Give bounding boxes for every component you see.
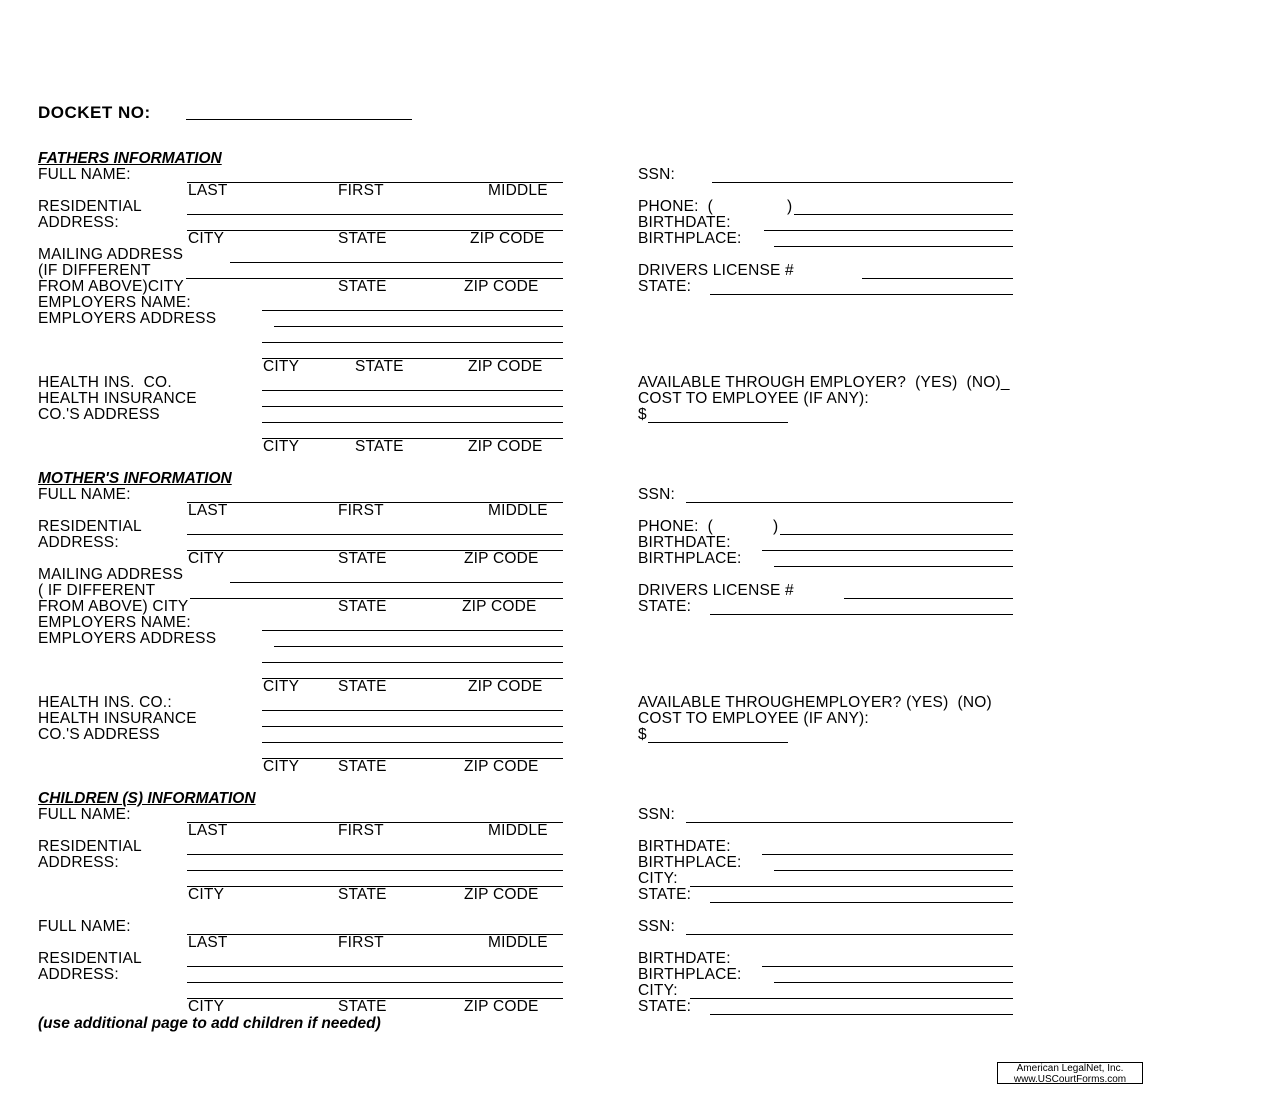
mother-employers-address-label: EMPLOYERS ADDRESS — [38, 630, 217, 647]
child2-birthplace-field[interactable] — [774, 982, 1013, 983]
father-ssn-field[interactable] — [712, 182, 1013, 183]
child1-address-field-1[interactable] — [187, 854, 563, 855]
mother-if-different-label: ( IF DIFFERENT — [38, 582, 156, 599]
mother-emp-state-label: STATE — [338, 678, 387, 695]
child2-address-field-2[interactable] — [187, 982, 563, 983]
mother-phone-field[interactable] — [780, 534, 1013, 535]
father-if-different-label: (IF DIFFERENT — [38, 262, 151, 279]
child2-address-label: ADDRESS: — [38, 966, 119, 983]
child1-city-field[interactable] — [690, 886, 1013, 887]
mother-employers-name-field[interactable] — [262, 630, 563, 631]
footer-line-1: American LegalNet, Inc. — [1016, 1063, 1124, 1074]
father-address-field-1[interactable] — [187, 214, 563, 215]
father-employers-name-field[interactable] — [262, 310, 563, 311]
child2-birthplace-label: BIRTHPLACE: — [638, 966, 742, 983]
father-city-label: CITY — [188, 230, 225, 247]
mother-employers-address-field-1[interactable] — [274, 646, 563, 647]
mother-birthdate-label: BIRTHDATE: — [638, 534, 731, 551]
mother-health-address-field-1[interactable] — [262, 726, 563, 727]
mother-last-label: LAST — [188, 502, 228, 519]
mother-ins-state-label: STATE — [338, 758, 387, 775]
child2-first-label: FIRST — [338, 934, 384, 951]
father-address-label: ADDRESS: — [38, 214, 119, 231]
father-phone-paren: ) — [787, 198, 793, 215]
father-birthplace-field[interactable] — [774, 246, 1013, 247]
father-birthplace-label: BIRTHPLACE: — [638, 230, 742, 247]
father-mailing-state-label: STATE — [338, 278, 387, 295]
mother-middle-label: MIDDLE — [488, 502, 548, 519]
child1-city-label: CITY — [188, 886, 225, 903]
mother-full-name-label: FULL NAME: — [38, 486, 131, 503]
father-first-label: FIRST — [338, 182, 384, 199]
mother-health-co-label: HEALTH INS. CO.: — [38, 694, 172, 711]
father-full-name-label: FULL NAME: — [38, 166, 131, 183]
child1-ssn-field[interactable] — [686, 822, 1013, 823]
mother-cost-label: COST TO EMPLOYEE (IF ANY): — [638, 710, 869, 727]
child1-address-label: ADDRESS: — [38, 854, 119, 871]
child2-city-r-label: CITY: — [638, 982, 678, 999]
mother-co-address-label: CO.'S ADDRESS — [38, 726, 160, 743]
father-residential-label: RESIDENTIAL — [38, 198, 142, 215]
father-ins-zip-label: ZIP CODE — [468, 438, 543, 455]
mother-ssn-label: SSN: — [638, 486, 675, 503]
mother-ins-zip-label: ZIP CODE — [464, 758, 539, 775]
mother-birthplace-field[interactable] — [774, 566, 1013, 567]
father-birthdate-field[interactable] — [764, 230, 1013, 231]
father-mailing-label: MAILING ADDRESS — [38, 246, 184, 263]
mother-phone-label: PHONE: ( — [638, 518, 714, 535]
father-mailing-field-1[interactable] — [230, 262, 563, 263]
mother-first-label: FIRST — [338, 502, 384, 519]
child1-birthdate-label: BIRTHDATE: — [638, 838, 731, 855]
mother-birthplace-label: BIRTHPLACE: — [638, 550, 742, 567]
father-employers-address-field-2[interactable] — [262, 342, 563, 343]
father-birthdate-label: BIRTHDATE: — [638, 214, 731, 231]
mother-dl-label: DRIVERS LICENSE # — [638, 582, 794, 599]
child1-birthdate-field[interactable] — [762, 854, 1013, 855]
father-ins-city-label: CITY — [263, 438, 300, 455]
mother-zip-label: ZIP CODE — [464, 550, 539, 567]
father-cost-label: COST TO EMPLOYEE (IF ANY): — [638, 390, 869, 407]
father-employers-address-field-1[interactable] — [274, 326, 563, 327]
mother-residential-label: RESIDENTIAL — [38, 518, 142, 535]
mother-ins-city-label: CITY — [263, 758, 300, 775]
mother-state-label: STATE — [338, 550, 387, 567]
child2-zip-label: ZIP CODE — [464, 998, 539, 1015]
mother-dl-state-field[interactable] — [710, 614, 1013, 615]
mother-ssn-field[interactable] — [686, 502, 1013, 503]
child1-state-field[interactable] — [710, 902, 1013, 903]
child2-city-field[interactable] — [690, 998, 1013, 999]
mother-employers-name-label: EMPLOYERS NAME: — [38, 614, 191, 631]
mother-dollar-label: $ — [638, 726, 647, 743]
child1-ssn-label: SSN: — [638, 806, 675, 823]
father-emp-state-label: STATE — [355, 358, 404, 375]
mother-dl-field[interactable] — [844, 598, 1013, 599]
child1-state-r-label: STATE: — [638, 886, 692, 903]
father-health-co-label: HEALTH INS. CO. — [38, 374, 172, 391]
child1-full-name-label: FULL NAME: — [38, 806, 131, 823]
child1-residential-label: RESIDENTIAL — [38, 838, 142, 855]
docket-label: DOCKET NO: — [38, 103, 151, 122]
mother-mailing-state-label: STATE — [338, 598, 387, 615]
father-zip-label: ZIP CODE — [470, 230, 545, 247]
docket-field[interactable] — [186, 119, 412, 120]
father-dl-state-label: STATE: — [638, 278, 692, 295]
father-dl-label: DRIVERS LICENSE # — [638, 262, 794, 279]
father-ins-state-label: STATE — [355, 438, 404, 455]
child2-address-field-1[interactable] — [187, 966, 563, 967]
father-dl-state-field[interactable] — [710, 294, 1013, 295]
mother-health-co-field[interactable] — [262, 710, 563, 711]
child2-middle-label: MIDDLE — [488, 934, 548, 951]
mother-mailing-zip-label: ZIP CODE — [462, 598, 537, 615]
father-emp-zip-label: ZIP CODE — [468, 358, 543, 375]
mother-heading: MOTHER'S INFORMATION — [38, 470, 232, 487]
mother-address-field-1[interactable] — [187, 534, 563, 535]
mother-health-insurance-label: HEALTH INSURANCE — [38, 710, 197, 727]
mother-emp-zip-label: ZIP CODE — [468, 678, 543, 695]
father-health-co-field[interactable] — [262, 390, 563, 391]
father-phone-field[interactable] — [794, 214, 1013, 215]
mother-dl-state-label: STATE: — [638, 598, 692, 615]
child1-first-label: FIRST — [338, 822, 384, 839]
children-note: (use additional page to add children if needed) — [38, 1015, 381, 1032]
father-heading: FATHERS INFORMATION — [38, 150, 222, 167]
child2-last-label: LAST — [188, 934, 228, 951]
child1-birthplace-label: BIRTHPLACE: — [638, 854, 742, 871]
father-middle-label: MIDDLE — [488, 182, 548, 199]
mother-address-label: ADDRESS: — [38, 534, 119, 551]
father-dollar-label: $ — [638, 406, 647, 423]
child2-ssn-field[interactable] — [686, 934, 1013, 935]
child1-state-label: STATE — [338, 886, 387, 903]
mother-mailing-field-1[interactable] — [230, 582, 563, 583]
father-state-label: STATE — [338, 230, 387, 247]
publisher-footer — [997, 1062, 1143, 1084]
father-ssn-label: SSN: — [638, 166, 675, 183]
father-cost-field[interactable] — [648, 422, 788, 423]
child2-birthdate-label: BIRTHDATE: — [638, 950, 731, 967]
father-phone-label: PHONE: ( — [638, 198, 714, 215]
mother-cost-field[interactable] — [648, 742, 788, 743]
children-heading: CHILDREN (S) INFORMATION — [38, 790, 256, 807]
father-health-address-field-1[interactable] — [262, 406, 563, 407]
child1-zip-label: ZIP CODE — [464, 886, 539, 903]
child1-address-field-2[interactable] — [187, 870, 563, 871]
child2-full-name-label: FULL NAME: — [38, 918, 131, 935]
father-mailing-zip-label: ZIP CODE — [464, 278, 539, 295]
father-employers-address-label: EMPLOYERS ADDRESS — [38, 310, 217, 327]
father-co-address-label: CO.'S ADDRESS — [38, 406, 160, 423]
mother-birthdate-field[interactable] — [762, 550, 1013, 551]
child1-city-r-label: CITY: — [638, 870, 678, 887]
mother-phone-paren: ) — [773, 518, 779, 535]
mother-from-above-label: FROM ABOVE) CITY — [38, 598, 189, 615]
mother-health-address-field-2[interactable] — [262, 742, 563, 743]
child1-middle-label: MIDDLE — [488, 822, 548, 839]
child2-state-r-label: STATE: — [638, 998, 692, 1015]
child2-birthdate-field[interactable] — [762, 966, 1013, 967]
child2-state-label: STATE — [338, 998, 387, 1015]
child2-residential-label: RESIDENTIAL — [38, 950, 142, 967]
mother-available-label: AVAILABLE THROUGHEMPLOYER? (YES) (NO) — [638, 694, 992, 711]
mother-employers-address-field-2[interactable] — [262, 662, 563, 663]
child1-birthplace-field[interactable] — [774, 870, 1013, 871]
footer-line-2: www.USCourtForms.com — [1013, 1073, 1127, 1085]
child2-city-label: CITY — [188, 998, 225, 1015]
mother-emp-city-label: CITY — [263, 678, 300, 695]
father-emp-city-label: CITY — [263, 358, 300, 375]
father-dl-field[interactable] — [862, 278, 1013, 279]
father-last-label: LAST — [188, 182, 228, 199]
child2-ssn-label: SSN: — [638, 918, 675, 935]
child2-state-field[interactable] — [710, 1014, 1013, 1015]
father-health-address-field-2[interactable] — [262, 422, 563, 423]
mother-mailing-label: MAILING ADDRESS — [38, 566, 184, 583]
father-health-insurance-label: HEALTH INSURANCE — [38, 390, 197, 407]
father-available-label: AVAILABLE THROUGH EMPLOYER? (YES) (NO)_ — [638, 374, 1010, 391]
father-from-above-label: FROM ABOVE)CITY — [38, 278, 184, 295]
mother-city-label: CITY — [188, 550, 225, 567]
child1-last-label: LAST — [188, 822, 228, 839]
father-employers-name-label: EMPLOYERS NAME: — [38, 294, 191, 311]
